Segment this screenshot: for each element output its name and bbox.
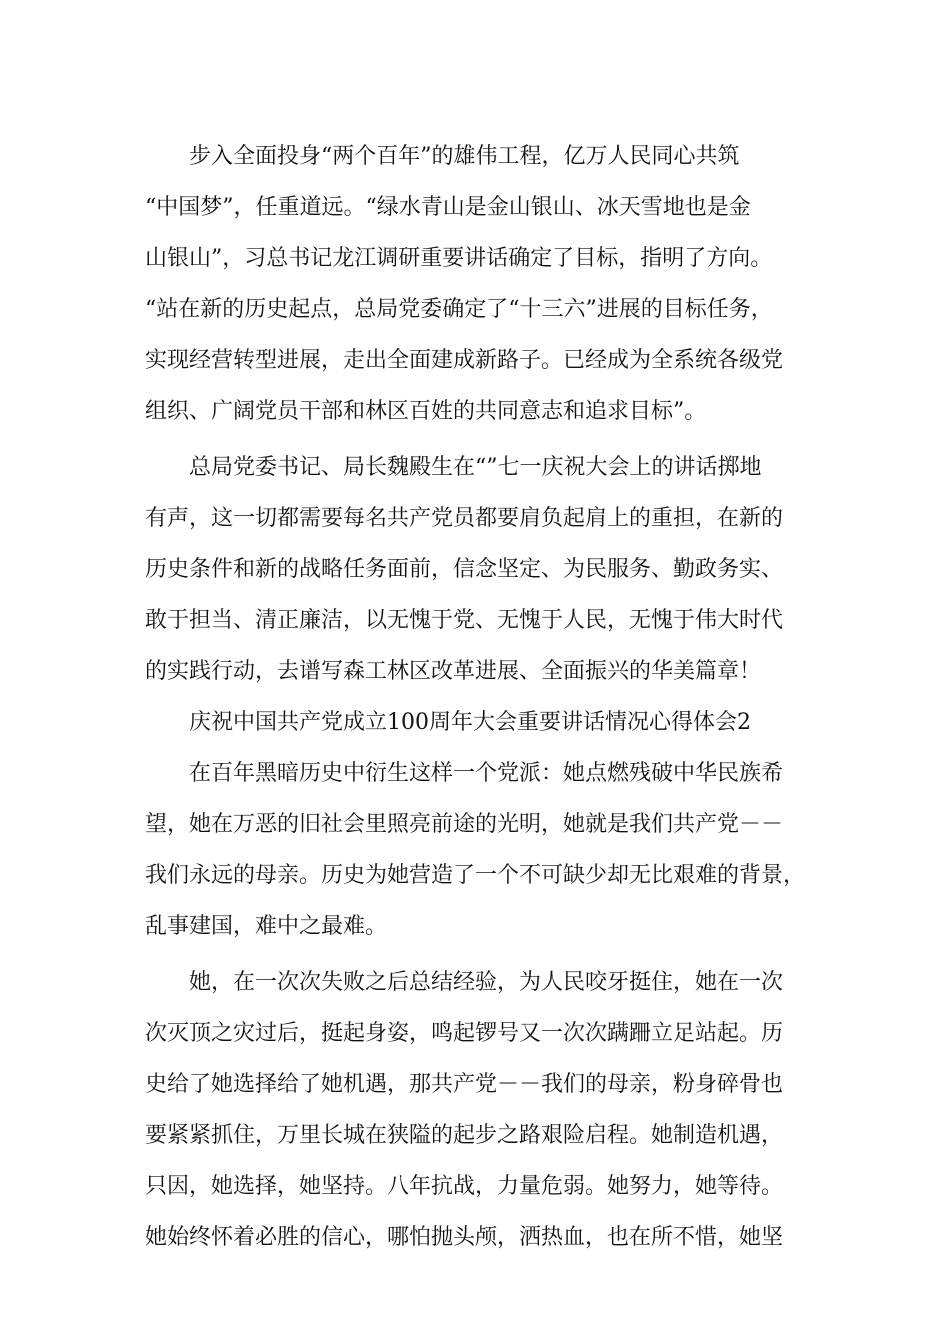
text-line: 历史条件和新的战略任务面前，信念坚定、为民服务、勤政务实、 <box>145 557 784 582</box>
text-line: 敢于担当、清正廉洁，以无愧于党、无愧于人民，无愧于伟大时代 <box>145 608 784 633</box>
text-line: 她，在一次次失败之后总结经验，为人民咬牙挺住，她在一次 <box>189 970 784 995</box>
paragraph-2 <box>145 442 815 697</box>
text-line: 我们永远的母亲。历史为她营造了一个不可缺少却无比艰难的背景， <box>145 863 806 888</box>
paragraph-1 <box>145 131 815 437</box>
text-line: 实现经营转型进展，走出全面建成新路子。已经成为全系统各级党 <box>145 348 784 373</box>
text-line: 史给了她选择给了她机遇，那共产党－－我们的母亲，粉身碎骨也 <box>145 1072 784 1097</box>
text-line: 望，她在万恶的旧社会里照亮前途的光明，她就是我们共产党－－ <box>145 812 784 837</box>
text-line: 总局党委书记、局长魏殿生在“”七一庆祝大会上的讲话掷地 <box>189 455 762 480</box>
text-line: 组织、广阔党员干部和林区百姓的共同意志和追求目标”。 <box>145 399 707 424</box>
paragraph-4 <box>145 957 815 1263</box>
text-line: 乱事建国，难中之最难。 <box>145 914 388 939</box>
text-line: 她始终怀着必胜的信心，哪怕抛头颅，洒热血，也在所不惜，她坚 <box>145 1225 784 1250</box>
text-line: “中国梦”，任重道远。“绿水青山是金山银山、冰天雪地也是金 <box>145 195 751 220</box>
text-line: 有声，这一切都需要每名共产党员都要肩负起肩上的重担，在新的 <box>145 506 784 531</box>
text-line: “站在新的历史起点，总局党委确定了“十三六”进展的目标任务， <box>145 297 773 322</box>
text-line: 只因，她选择，她坚持。八年抗战，力量危弱。她努力，她等待。 <box>145 1174 784 1199</box>
document-body <box>145 131 815 1263</box>
text-line: 次灭顶之灾过后，挺起身姿，鸣起锣号又一次次蹒跚立足站起。历 <box>145 1021 784 1046</box>
text-line: 的实践行动，去谱写森工林区改革进展、全面振兴的华美篇章！ <box>145 659 762 684</box>
text-line: 山银山”，习总书记龙江调研重要讲话确定了目标，指明了方向。 <box>145 246 773 271</box>
section-heading: 庆祝中国共产党成立100周年大会重要讲话情况心得体会2 <box>189 710 751 735</box>
text-line: 在百年黑暗历史中衍生这样一个党派：她点燃残破中华民族希 <box>189 761 784 786</box>
paragraph-3 <box>145 748 815 952</box>
text-line: 步入全面投身“两个百年”的雄伟工程，亿万人民同心共筑 <box>189 144 740 169</box>
text-line: 要紧紧抓住，万里长城在狭隘的起步之路艰险启程。她制造机遇， <box>145 1123 784 1148</box>
